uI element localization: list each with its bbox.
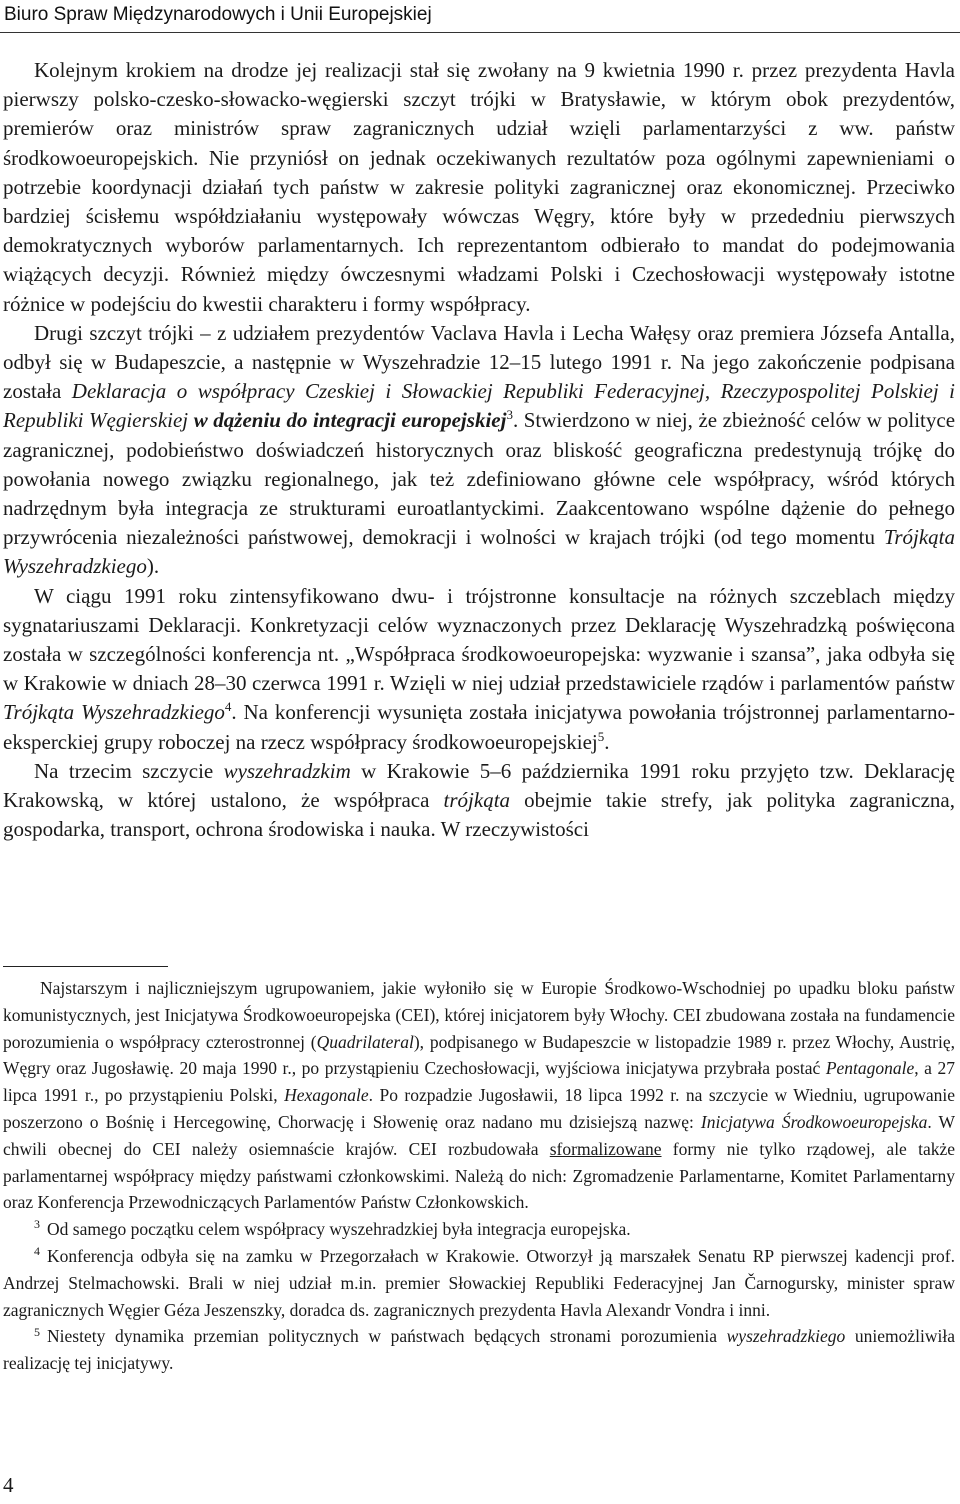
text-run: . bbox=[604, 729, 610, 754]
italic-term: Trójkąta Wyszehradzkiego bbox=[3, 700, 225, 725]
main-body-text bbox=[3, 56, 955, 844]
text-run: Od samego początku celem współpracy wyszehradzkiej była integracja europejska. bbox=[47, 1219, 631, 1240]
footnote-4 bbox=[3, 1243, 955, 1323]
text-run: , a 27 lipca 1991 r., po przystąpieniu Polski, bbox=[3, 1058, 955, 1106]
footnote-3 bbox=[3, 1216, 955, 1243]
text-run: W ciągu 1991 roku zintensyfikowano dwu- i trójstronne konsultacje na różnych szczeblach między sygnatariuszami Deklaracji. Konkretyzacji celów wyznaczonych przez Deklarację Wyszehradzką poświęcona została w szczególności konferencja nt. „Współpraca środkowoeuropejska: wyzwanie i szansa”, jaka odbyła się w Krakowie w dniach 28–30 czerwca 1991 r. Wzięli w niej udział przedstawiciele rządów i parlamentów państw bbox=[3, 583, 955, 696]
text-run: . Na konferencji wysunięta została inicjatywa powołania trójstronnej parlamentarno-eksperckiej grupy roboczej na rzecz współpracy środkowoeuropejskiej bbox=[3, 700, 955, 754]
footnote-reference-3[interactable]: 3 bbox=[506, 407, 513, 423]
underlined-term: sformalizowane bbox=[549, 1138, 662, 1159]
italic-term: Inicjatywa Środkowoeuropejska bbox=[700, 1111, 928, 1132]
text-run: Niestety dynamika przemian politycznych w państwach będących stronami porozumienia bbox=[47, 1326, 727, 1347]
text-run: uniemożliwiła realizację tej inicjatywy. bbox=[3, 1326, 955, 1374]
text-run: obejmie takie strefy, jak polityka zagraniczna, gospodarka, transport, ochrona środowiska i nauka. W rzeczywistości bbox=[3, 788, 956, 842]
text-run: . W chwili obecnej do CEI należy osiemnaście krajów. CEI rozbudowała bbox=[3, 1111, 955, 1159]
footnote-number: 5 bbox=[34, 1324, 40, 1339]
footnotes-section bbox=[3, 975, 955, 1377]
footnote-5 bbox=[3, 1323, 955, 1377]
header-divider bbox=[0, 32, 960, 33]
running-header: Biuro Spraw Międzynarodowych i Unii Europejskiej bbox=[4, 4, 432, 25]
text-run: Drugi szczyt trójki – z udziałem prezydentów Vaclava Havla i Lecha Wałęsy oraz premiera Józsefa Antalla, odbył się w Budapeszcie, a następnie w Wyszehradzie 12–15 lutego 1991 r. Na jego zakończenie podpisana została bbox=[3, 320, 955, 404]
paragraph-4 bbox=[3, 757, 955, 845]
italic-term: Hexagonale bbox=[284, 1085, 369, 1106]
footnote-divider bbox=[3, 966, 168, 967]
text-run: Najstarszym i najliczniejszym ugrupowaniem, jakie wyłoniło się w Europie Środkowo-Wschodniej po upadku bloku państw komunistycznych, jest Inicjatywa Środkowoeuropejska (CEI), której inicjatorem były Włochy. CEI zbudowana została na fundamencie porozumienia o współpracy czterostronnej ( bbox=[3, 978, 955, 1052]
text-run: Kolejnym krokiem na drodze jej realizacji stał się zwołany na 9 kwietnia 1990 r. przez prezydenta Havla pierwszy polsko-czesko-słowacko-węgierski szczyt trójki w Bratysławie, w którym obok prezydentów, premierów oraz ministrów spraw zagranicznych udział wzięli parlamentarzyści z ww. państw środkowoeuropejskich. Nie przyniósł on jednak oczekiwanych rezultatów poza ogólnymi zapewnieniami o potrzebie koordynacji działań tych państw w zakresie polityki zagranicznej oraz ekonomicznej. Przeciwko bardziej ścisłemu współdziałaniu występowały wówczas Węgry, które były w przededniu pierwszych demokratycznych wyborów parlamentarnych. Ich reprezentantom odbierało to mandat do podejmowania wiążących decyzji. Również między ówczesnymi władzami Polski i Czechosłowacji występowały istotne różnice w podejściu do kwestii charakteru i formy współpracy. bbox=[3, 58, 955, 316]
text-run: ), podpisanego w Budapeszcie w listopadzie 1989 r. przez Włochy, Austrię, Węgry oraz Jugosławię. 20 maja 1990 r., po przystąpieniu Czechosłowacji, wyjściowa inicjatywa przybrała postać bbox=[3, 1031, 955, 1079]
declaration-title-emphasis: w dążeniu do integracji europejskiej bbox=[193, 408, 507, 433]
text-run: . Stwierdzono w niej, że zbieżność celów w polityce zagranicznej, podobieństwo doświadczeń historycznych oraz bliskość geograficzna predestynują trójkę do powołania nowego związku regionalnego, jak też zdefiniowano główne cele współpracy, wśród których nadrzędnym była integracja ze strukturami euroatlantyckimi. Zaakcentowano wspólne dążenie do pełnego przywrócenia niezależności państwowej, demokracji i wolności w krajach trójki (od tego momentu bbox=[3, 408, 956, 550]
paragraph-1 bbox=[3, 56, 955, 319]
text-run: Na trzecim szczycie bbox=[34, 758, 224, 783]
footnote-number: 3 bbox=[34, 1217, 40, 1232]
footnote-number: 4 bbox=[34, 1244, 40, 1259]
page-number: 4 bbox=[3, 1473, 14, 1497]
footnote-reference-4[interactable]: 4 bbox=[224, 699, 232, 715]
declaration-title: Deklaracja o współpracy Czeskiej i Słowackiej Republiki Federacyjnej, Rzeczypospolitej Polskiej i Republiki Węgierskiej bbox=[3, 379, 955, 433]
italic-term: Trójkąta Wyszehradzkiego bbox=[3, 525, 955, 579]
italic-term: Pentagonale bbox=[825, 1058, 915, 1079]
paragraph-2 bbox=[3, 319, 955, 582]
footnote-continued bbox=[3, 975, 955, 1216]
text-run: w Krakowie 5–6 października 1991 roku przyjęto tzw. Deklarację Krakowską, w której ustalono, że współpraca bbox=[3, 758, 956, 813]
text-run: . Po rozpadzie Jugosławii, 18 lipca 1992 r. na szczycie w Wiedniu, ugrupowanie poszerzono o Bośnię i Hercegowinę, Chorwację i Słowenię oraz nadano mu dzisiejszą nazwę: bbox=[3, 1085, 955, 1132]
text-run: formy nie tylko rządowej, ale także parlamentarnej współpracy między państwami członkowskimi. Należą do nich: Zgromadzenie Parlamentarne, Komitet Parlamentarny oraz Konferencja Przewodniczących Parlamentów Państw Członkowskich. bbox=[3, 1138, 955, 1213]
italic-term: trójkąta bbox=[443, 788, 511, 813]
text-run: ). bbox=[146, 554, 160, 579]
italic-term: wyszehradzkim bbox=[223, 758, 351, 783]
text-run: Konferencja odbyła się na zamku w Przegorzałach w Krakowie. Otworzył ją marszałek Senatu RP pierwszej kadencji prof. Andrzej Stelmachowski. Brali w niej udział m.in. premier Słowackiej Republiki Federacyjnej Jan Čarnogursky, minister spraw zagranicznych Węgier Géza Jeszenszky, doradca ds. zagranicznych prezydenta Havla Alexandr Vondra i inni. bbox=[3, 1245, 955, 1320]
paragraph-3 bbox=[3, 582, 955, 757]
italic-term: Quadrilateral bbox=[316, 1031, 414, 1052]
italic-term: wyszehradzkiego bbox=[726, 1326, 846, 1347]
footnote-reference-5[interactable]: 5 bbox=[597, 728, 605, 744]
